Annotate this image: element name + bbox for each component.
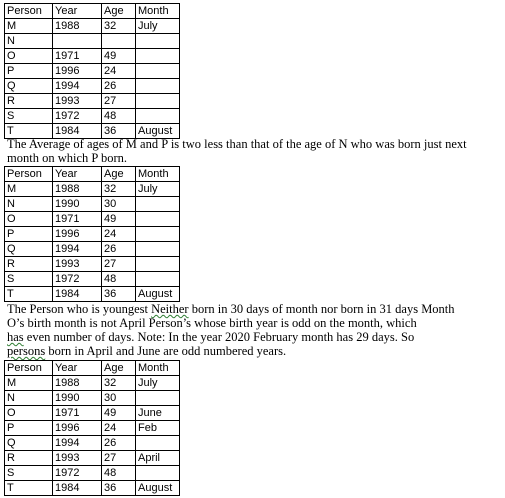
table-cell: 24 — [102, 64, 136, 79]
table-cell: Q — [5, 436, 53, 451]
table-cell: 1993 — [53, 451, 102, 466]
table-cell: 1972 — [53, 466, 102, 481]
table-cell: 27 — [102, 257, 136, 272]
table-cell: O — [5, 49, 53, 64]
table-cell: 1984 — [53, 481, 102, 496]
table-row — [5, 109, 180, 124]
table-cell — [136, 109, 180, 124]
table-row — [5, 212, 180, 227]
table-cell — [102, 34, 136, 49]
table-cell: 36 — [102, 287, 136, 302]
column-header: Year — [53, 4, 102, 19]
table-cell — [136, 242, 180, 257]
table-cell: 48 — [102, 109, 136, 124]
table-row — [5, 79, 180, 94]
table-cell: 26 — [102, 79, 136, 94]
table-cell: O — [5, 406, 53, 421]
table-cell: July — [136, 182, 180, 197]
text-span: born in April and June are odd numbered years. — [45, 344, 287, 358]
table-cell — [136, 64, 180, 79]
table-cell: 27 — [102, 94, 136, 109]
table-cell: 1972 — [53, 109, 102, 124]
table-cell: April — [136, 451, 180, 466]
table-cell: M — [5, 19, 53, 34]
table-cell: 1972 — [53, 272, 102, 287]
table-cell — [136, 94, 180, 109]
table-cell: August — [136, 287, 180, 302]
table-row — [5, 406, 180, 421]
table-row — [5, 19, 180, 34]
table-cell — [136, 466, 180, 481]
column-header: Year — [53, 167, 102, 182]
table-cell: 32 — [102, 19, 136, 34]
table-cell: 24 — [102, 421, 136, 436]
table-cell: 1971 — [53, 49, 102, 64]
column-header: Month — [136, 361, 180, 376]
clue-paragraph-1 — [7, 137, 502, 165]
table-cell: 30 — [102, 197, 136, 212]
column-header: Age — [102, 167, 136, 182]
table-row — [5, 466, 180, 481]
table-cell — [136, 79, 180, 94]
table-cell: 49 — [102, 49, 136, 64]
table-row — [5, 436, 180, 451]
table-cell: 1994 — [53, 79, 102, 94]
table-row — [5, 34, 180, 49]
column-header: Year — [53, 361, 102, 376]
table-cell: 1988 — [53, 182, 102, 197]
table-cell: 1996 — [53, 421, 102, 436]
table-row — [5, 421, 180, 436]
table-cell: 48 — [102, 466, 136, 481]
column-header: Month — [136, 4, 180, 19]
text-span: The Person who is youngest — [7, 302, 152, 316]
table-cell: 1994 — [53, 436, 102, 451]
table-cell: R — [5, 451, 53, 466]
paragraph-line — [7, 330, 502, 344]
table-cell: N — [5, 197, 53, 212]
column-header: Person — [5, 361, 53, 376]
table-header-row — [5, 167, 180, 182]
table-cell: 36 — [102, 124, 136, 139]
column-header: Age — [102, 361, 136, 376]
table-row — [5, 64, 180, 79]
table-cell — [136, 257, 180, 272]
table-cell: August — [136, 481, 180, 496]
table-cell: July — [136, 376, 180, 391]
table-cell — [136, 391, 180, 406]
table-cell: 1996 — [53, 64, 102, 79]
table-cell: 49 — [102, 212, 136, 227]
table-cell: T — [5, 481, 53, 496]
table-row — [5, 272, 180, 287]
table-row — [5, 182, 180, 197]
paragraph-line: The Average of ages of M and P is two less than that of the age of N who was born just next — [7, 137, 467, 151]
column-header: Month — [136, 167, 180, 182]
table-cell: M — [5, 182, 53, 197]
table-cell: P — [5, 227, 53, 242]
table-cell: 1988 — [53, 376, 102, 391]
table-cell: M — [5, 376, 53, 391]
table-header-row — [5, 361, 180, 376]
table-cell: August — [136, 124, 180, 139]
table-row — [5, 94, 180, 109]
table-row — [5, 376, 180, 391]
table-cell: July — [136, 19, 180, 34]
table-cell — [53, 34, 102, 49]
table-row — [5, 257, 180, 272]
table-cell: 24 — [102, 227, 136, 242]
table-cell: S — [5, 109, 53, 124]
table-cell — [136, 272, 180, 287]
table-row — [5, 451, 180, 466]
table-cell: Feb — [136, 421, 180, 436]
table-cell: 48 — [102, 272, 136, 287]
table-row — [5, 481, 180, 496]
table-cell — [136, 227, 180, 242]
column-header: Person — [5, 167, 53, 182]
table-cell: 30 — [102, 391, 136, 406]
table-cell: 1993 — [53, 94, 102, 109]
table-cell: P — [5, 64, 53, 79]
table-cell: 1993 — [53, 257, 102, 272]
table-cell: N — [5, 391, 53, 406]
table-cell: June — [136, 406, 180, 421]
clue-paragraph-2 — [7, 302, 502, 358]
table-row — [5, 391, 180, 406]
table-cell: T — [5, 124, 53, 139]
paragraph-line — [7, 302, 502, 316]
table-cell: 1988 — [53, 19, 102, 34]
table-cell: 32 — [102, 376, 136, 391]
table-cell: 49 — [102, 406, 136, 421]
table-cell: 1971 — [53, 406, 102, 421]
paragraph-line: O’s birth month is not April Person’s whose birth year is odd on the month, which — [7, 316, 417, 330]
person-table-3 — [4, 360, 180, 496]
flagged-word: persons — [7, 344, 46, 358]
table-row — [5, 49, 180, 64]
table-cell: 1990 — [53, 391, 102, 406]
person-table-2 — [4, 166, 180, 302]
table-cell: N — [5, 34, 53, 49]
text-span: even number of days. Note: In the year 2020 February month has 29 days. So — [23, 330, 415, 344]
table-row — [5, 242, 180, 257]
table-cell: Q — [5, 242, 53, 257]
table-cell: R — [5, 94, 53, 109]
flagged-word: Neither — [151, 302, 189, 316]
table-cell — [136, 49, 180, 64]
table-cell: 1994 — [53, 242, 102, 257]
table-cell: O — [5, 212, 53, 227]
paragraph-line: month on which P born. — [7, 151, 128, 165]
table-row — [5, 197, 180, 212]
table-cell: 1990 — [53, 197, 102, 212]
table-row — [5, 287, 180, 302]
table-cell: R — [5, 257, 53, 272]
flagged-word: has — [7, 330, 24, 344]
table-cell: 36 — [102, 481, 136, 496]
table-row — [5, 227, 180, 242]
table-cell: 1984 — [53, 124, 102, 139]
table-cell: T — [5, 287, 53, 302]
table-cell — [136, 34, 180, 49]
table-cell: S — [5, 466, 53, 481]
table-cell — [136, 212, 180, 227]
table-cell — [136, 197, 180, 212]
column-header: Person — [5, 4, 53, 19]
table-cell: 27 — [102, 451, 136, 466]
table-cell: 1984 — [53, 287, 102, 302]
table-cell: 32 — [102, 182, 136, 197]
table-cell: S — [5, 272, 53, 287]
table-cell: Q — [5, 79, 53, 94]
table-cell: 1971 — [53, 212, 102, 227]
table-header-row — [5, 4, 180, 19]
table-cell: 1996 — [53, 227, 102, 242]
table-cell — [136, 436, 180, 451]
table-cell: 26 — [102, 242, 136, 257]
person-table-1 — [4, 3, 180, 139]
table-cell: P — [5, 421, 53, 436]
table-cell: 26 — [102, 436, 136, 451]
text-span: born in 30 days of month nor born in 31 days Month — [188, 302, 455, 316]
paragraph-line — [7, 344, 502, 358]
column-header: Age — [102, 4, 136, 19]
